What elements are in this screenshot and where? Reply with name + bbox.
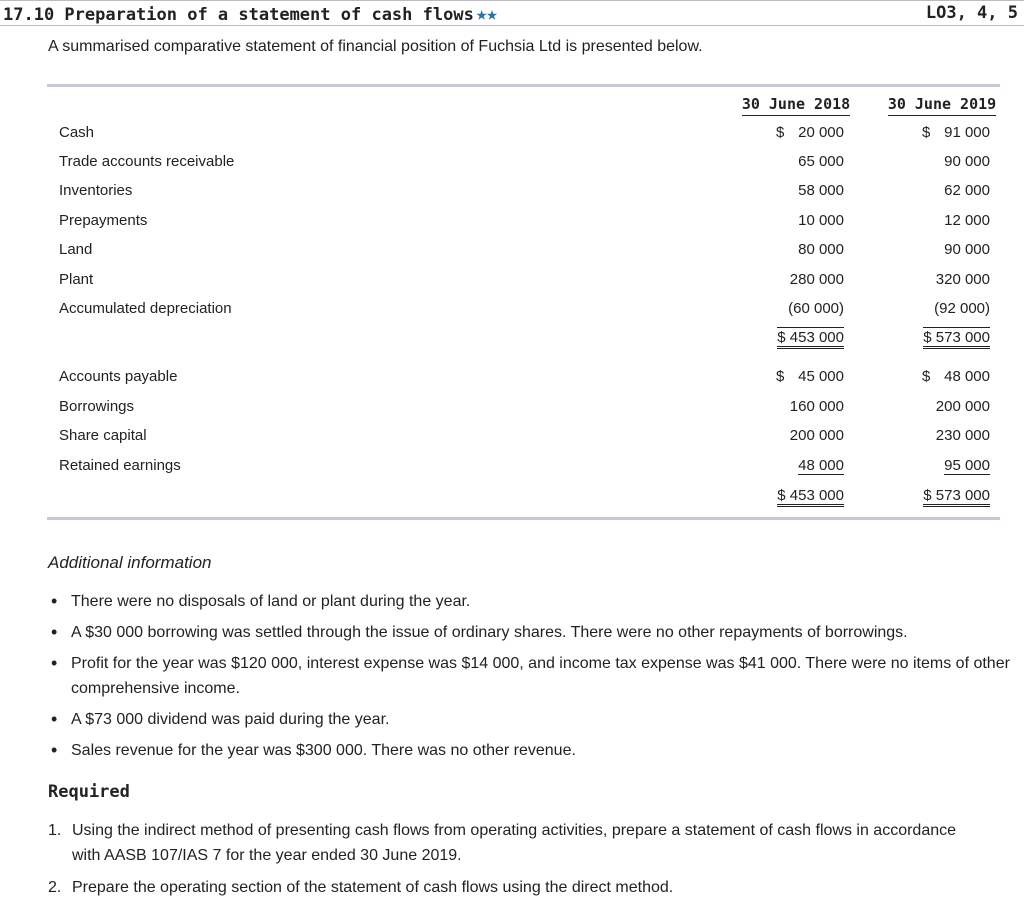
currency-symbol: $ [777,329,786,346]
total-2019 [922,329,990,346]
table-top-rule [47,84,1000,87]
value-2019 [922,457,990,474]
currency-symbol: $ [922,368,931,385]
column-header-2019 [874,95,1010,113]
total-underline [777,486,844,507]
value-2018: 58 000 [798,182,844,199]
table-row [0,271,1024,293]
total-value: 573 000 [935,329,990,346]
table-row [0,427,1024,449]
value-text: 48 000 [798,457,844,474]
row-label: Trade accounts receivable [59,153,235,170]
list-item [48,875,988,900]
currency-symbol: $ [776,368,785,385]
value-2018 [776,457,844,474]
value-2018: 200 000 [789,427,844,444]
row-label: Accumulated depreciation [59,300,232,317]
value-2019: (92 000) [934,300,990,317]
row-label: Retained earnings [59,457,181,474]
assets-total-row [0,329,1024,351]
value-2019: 320 000 [935,271,990,288]
table-row [0,212,1024,234]
row-label: Cash [59,124,95,141]
total-value: 453 000 [789,329,844,346]
additional-info-heading: Additional information [48,553,212,572]
row-label: Inventories [59,182,133,199]
value-2019: 200 000 [935,398,990,415]
value-text: 95 000 [944,457,990,474]
table-row [0,153,1024,175]
table-row [0,124,1024,146]
total-value: 573 000 [935,487,990,504]
value-2018 [776,368,844,385]
table-row [0,457,1024,479]
total-2018 [776,487,844,504]
difficulty-star-icon: ★★ [475,3,497,25]
value-2018: 280 000 [789,271,844,288]
item-text: Using the indirect method of presenting cash flows from operating activities, prepare a statement of cash flows in accordance with AASB 107/IAS 7 for the year ended 30 June 2019. [72,822,957,864]
item-number: 2. [48,879,62,896]
exercise-title-text: 17.10 Preparation of a statement of cash flows [3,5,474,25]
value-2019: 90 000 [944,153,990,170]
row-label: Share capital [59,427,147,444]
learning-objectives: LO3, 4, 5 [925,3,1018,23]
value-2019 [922,124,990,141]
total-2018 [776,329,844,346]
total-underline [923,486,990,507]
value-2018: 10 000 [798,212,844,229]
column-header-2018 [728,95,864,113]
total-underline [923,327,990,349]
list-item: • A $73 000 dividend was paid during the year. [48,707,1018,732]
list-item: • There were no disposals of land or plant during the year. [48,589,1018,614]
value-2018: 80 000 [798,241,844,258]
value-2019: 62 000 [944,182,990,199]
additional-info-list [48,589,1018,769]
value-2019: 12 000 [944,212,990,229]
required-list [48,818,988,907]
column-header-2019-text: 30 June 2019 [888,95,996,116]
total-underline [777,327,844,349]
value-2018: 65 000 [798,153,844,170]
list-item [48,818,988,868]
list-item: • Sales revenue for the year was $300 000. There was no other revenue. [48,738,1018,763]
required-heading: Required [48,782,130,802]
value-text: 45 000 [798,368,844,385]
row-label: Prepayments [59,212,148,229]
row-label: Land [59,241,93,258]
column-header-2018-text: 30 June 2018 [742,95,850,116]
currency-symbol: $ [776,124,785,141]
liabilities-total-row [0,487,1024,509]
row-label: Borrowings [59,398,135,415]
value-text: 20 000 [798,124,844,141]
table-row [0,398,1024,420]
intro-text: A summarised comparative statement of financial position of Fuchsia Ltd is presented below. [48,38,703,55]
total-value: 453 000 [789,487,844,504]
list-item: • A $30 000 borrowing was settled through the issue of ordinary shares. There were no other repayments of borrowings. [48,620,1018,645]
exercise-header [0,0,1024,26]
row-label: Plant [59,271,94,288]
currency-symbol: $ [922,124,931,141]
table-bottom-rule [47,517,1000,520]
table-row [0,241,1024,263]
table-row [0,300,1024,322]
value-text: 91 000 [944,124,990,141]
value-2018: (60 000) [788,300,844,317]
value-2019 [922,368,990,385]
value-2018 [776,124,844,141]
currency-symbol: $ [777,487,786,504]
row-label: Accounts payable [59,368,178,385]
value-text: 48 000 [944,368,990,385]
exercise-title [3,3,497,25]
table-row [0,368,1024,390]
currency-symbol: $ [923,329,932,346]
value-2018: 160 000 [789,398,844,415]
value-2019: 230 000 [935,427,990,444]
table-row [0,182,1024,204]
item-text: Prepare the operating section of the statement of cash flows using the direct method. [72,879,674,896]
total-2019 [922,487,990,504]
item-number: 1. [48,822,62,839]
currency-symbol: $ [923,487,932,504]
list-item: • Profit for the year was $120 000, interest expense was $14 000, and income tax expense was $41 000. There were no items of other comprehensive income. [48,651,1018,701]
value-2019: 90 000 [944,241,990,258]
